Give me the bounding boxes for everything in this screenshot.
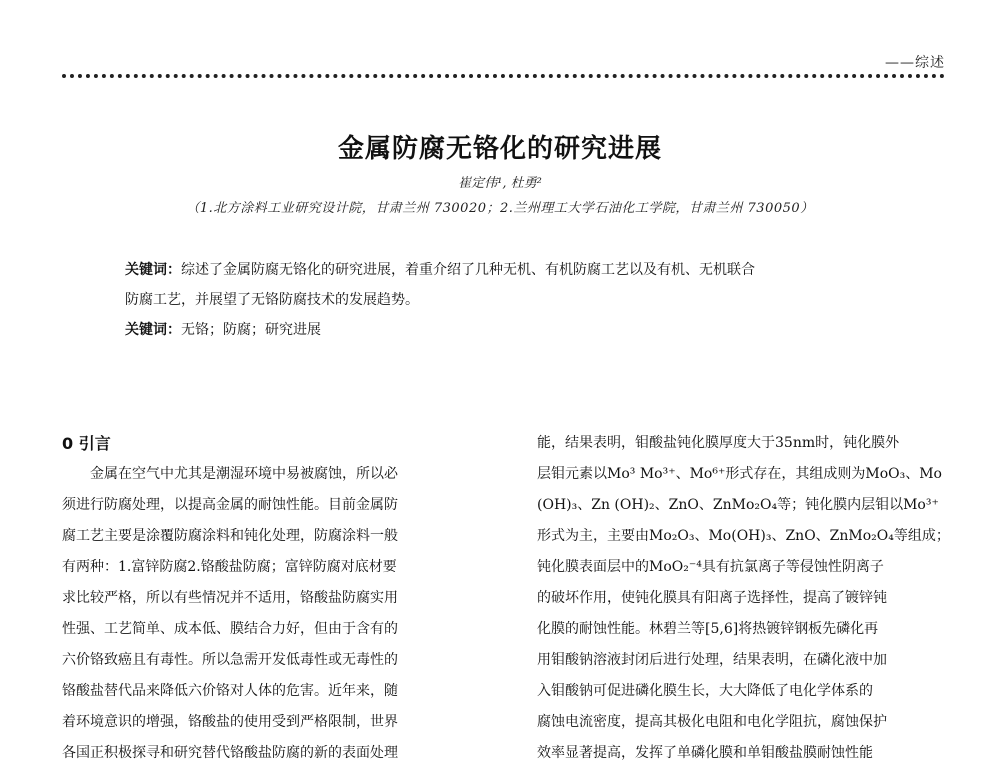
keywords-text: 无铬；防腐；研究进展 (181, 322, 321, 338)
header-divider (62, 74, 945, 78)
section-heading-intro: 0 引言 (62, 434, 111, 453)
body-line: 入钼酸钠可促进磷化膜生长，大大降低了电化学体系的 (537, 683, 873, 699)
body-line: 效率显著提高，发挥了单磷化膜和单钼酸盐膜耐蚀性能 (537, 745, 873, 761)
body-line: 有两种：1.富锌防腐2.铬酸盐防腐；富锌防腐对底材要 (62, 559, 397, 575)
abstract-text-1: 综述了金属防腐无铬化的研究进展，着重介绍了几种无机、有机防腐工艺以及有机、无机联合 (181, 262, 755, 278)
abstract-line-2: 防腐工艺，并展望了无铬防腐技术的发展趋势。 (125, 292, 419, 308)
body-line: 须进行防腐处理，以提高金属的耐蚀性能。目前金属防 (62, 497, 398, 513)
paper-title: 金属防腐无铬化的研究进展 (337, 134, 662, 164)
body-line: 化膜的耐蚀性能。林碧兰等[5,6]将热镀锌钢板先磷化再 (537, 621, 879, 637)
body-line: 能，结果表明，钼酸盐钝化膜厚度大于35nm时，钝化膜外 (537, 435, 900, 451)
body-line: 求比较严格，所以有些情况并不适用，铬酸盐防腐实用 (62, 590, 398, 606)
body-line: 着环境意识的增强，铬酸盐的使用受到严格限制，世界 (62, 714, 398, 730)
body-line: 用钼酸钠溶液封闭后进行处理，结果表明，在磷化液中加 (537, 652, 887, 668)
body-line: 铬酸盐替代品来降低六价铬对人体的危害。近年来，随 (62, 683, 398, 699)
body-line: 性强、工艺简单、成本低、膜结合力好，但由于含有的 (62, 621, 398, 637)
keywords-line (125, 315, 885, 345)
body-line: 腐蚀电流密度，提高其极化电阻和电化学阻抗，腐蚀保护 (537, 714, 887, 730)
body-line: 的破坏作用，使钝化膜具有阳离子选择性，提高了镀锌钝 (537, 590, 887, 606)
body-line: 六价铬致癌且有毒性。所以急需开发低毒性或无毒性的 (62, 652, 398, 668)
section-tag: ——综述 (885, 55, 945, 71)
body-line: 各国正积极探寻和研究替代铬酸盐防腐的新的表面处理 (62, 745, 398, 761)
body-line: 层钼元素以Mo³ Mo³⁺、Mo⁶⁺形式存在，其组成则为MoO₃、Mo (537, 466, 942, 482)
abstract-line-1 (125, 255, 885, 285)
body-line: 钝化膜表面层中的MoO₂⁻⁴具有抗氯离子等侵蚀性阴离子 (537, 559, 884, 575)
body-line: 腐工艺主要是涂覆防腐涂料和钝化处理，防腐涂料一般 (62, 528, 398, 544)
body-line: 金属在空气中尤其是潮湿环境中易被腐蚀，所以必 (90, 466, 398, 482)
abstract-label: 关键词： (125, 262, 181, 278)
affiliation: （1.北方涂料工业研究设计院，甘肃兰州 730020；2.兰州理工大学石油化工学院，甘肃兰州 730050） (186, 201, 814, 216)
body-line: (OH)₃、Zn (OH)₂、ZnO、ZnMo₂O₄等；钝化膜内层钼以Mo³⁺ (537, 497, 939, 513)
authors: 崔定伟¹, 杜勇² (458, 176, 542, 191)
keywords-label: 关键词： (125, 322, 181, 338)
body-line: 形式为主，主要由Mo₂O₃、Mo(OH)₃、ZnO、ZnMo₂O₄等组成； (537, 528, 950, 544)
left-column (62, 428, 482, 769)
right-column (537, 428, 952, 769)
abstract-block (125, 255, 885, 345)
